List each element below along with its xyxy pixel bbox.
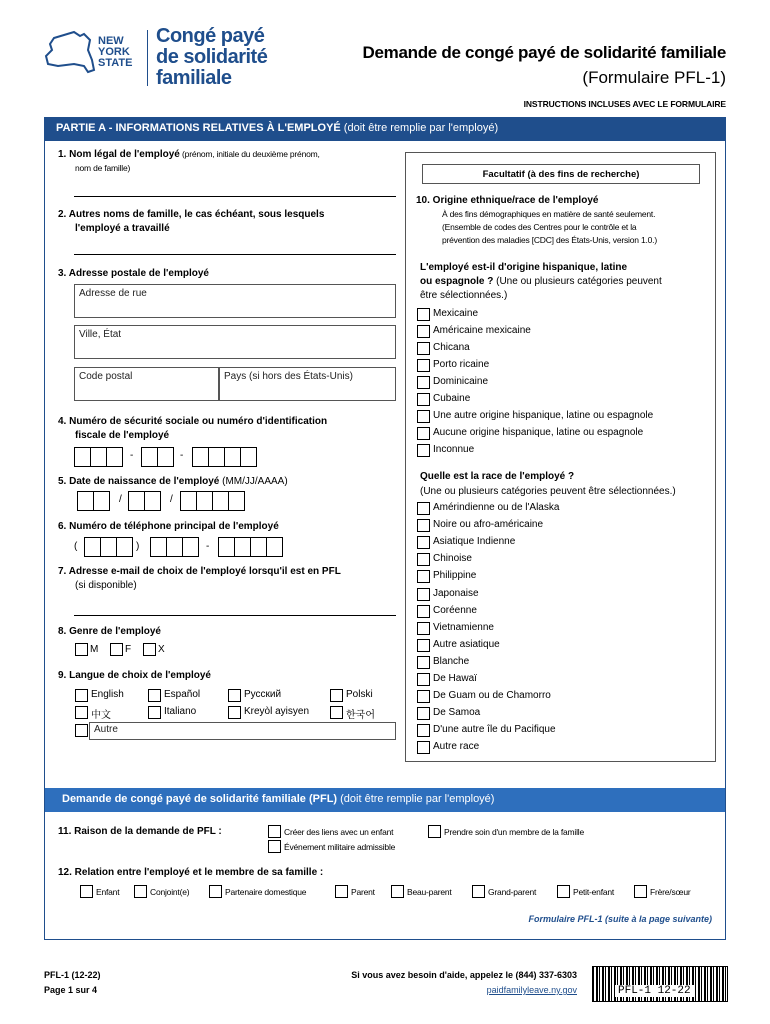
hispanic-question-note: (Une ou plusieurs catégories peuvent [493,276,662,287]
logo-program-name [156,26,267,89]
q1-note: (prénom, initiale du deuxième prénom, [179,149,320,159]
q5-label [58,476,288,487]
dob-slash: / [170,494,173,505]
gender-m-label: M [90,644,99,655]
race-option-label: Blanche [433,655,470,667]
hispanic-option-label: Inconnue [433,444,475,455]
lang-korean-label: 한국어 [346,710,375,721]
race-blanche-checkbox[interactable] [417,656,430,669]
q10-note-2: (Ensemble de codes des Centres pour le contrôle et la [442,222,637,232]
q1-label [58,149,320,160]
lang-creole-checkbox[interactable] [228,706,241,719]
lang-other-checkbox[interactable] [75,724,88,737]
phone-line[interactable] [218,537,282,557]
race-option-label: Philippine [433,570,477,582]
phone-paren-close: ) [136,541,140,552]
race-option-label: Amérindienne ou de l'Alaska [433,502,560,513]
zip-field[interactable]: Code postal [74,367,219,401]
race-amerindienne-ou-de-l-alaska-checkbox[interactable] [417,502,430,515]
race-option-label: Coréenne [433,604,477,616]
relation-option-label: Conjoint(e) [150,887,190,897]
q3-label: 3. Adresse postale de l'employé [58,268,209,279]
footer-form-id: PFL-1 (12-22) [44,970,101,980]
optional-title: Facultatif (à des fins de recherche) [482,169,640,180]
lang-polish-label: Polski [346,689,373,700]
race-de-guam-ou-de-chamorro-checkbox[interactable] [417,690,430,703]
q11-label: 11. Raison de la demande de PFL : [58,826,222,837]
relation-option-label: Enfant [96,887,120,897]
street-address-field[interactable]: Adresse de rue [74,284,396,318]
hispanic-option-label: Dominicaine [433,376,489,387]
q5-label-text: 5. Date de naissance de l'employé [58,476,220,487]
footer-help: Si vous avez besoin d'aide, appelez le (844) 337-6303 [351,970,577,980]
logo-divider [147,30,148,86]
relation-option-label: Frère/sœur [650,887,691,897]
hispanic-option-label: Mexicaine [433,308,479,319]
hispanic-chicana-checkbox[interactable] [417,342,430,355]
lang-russian-label: Русский [244,689,282,700]
race-autre-race-checkbox[interactable] [417,741,430,754]
q4-label-1: 4. Numéro de sécurité sociale ou numéro d'identification [58,416,328,427]
race-option-label: Vietnamienne [433,621,494,633]
race-philippine-checkbox[interactable] [417,570,430,583]
hispanic-question-1: L'employé est-il d'origine hispanique, latine [420,262,628,273]
pfl-heading-note: (doit être remplie par l'employé) [337,793,495,805]
race-option-label: Noire ou afro-américaine [433,519,544,531]
nys-map-icon [44,30,102,76]
relation-option-label: Beau-parent [407,887,452,897]
race-d-une-autre-ile-du-pacifique-checkbox[interactable] [417,724,430,737]
phone-area-code[interactable] [84,537,132,557]
reason-bond-checkbox[interactable] [268,825,281,838]
hispanic-option-label: Aucune origine hispanique, latine ou espagnole [433,427,644,438]
race-option-label: D'une autre île du Pacifique [433,724,556,736]
ssn-part-2[interactable] [141,447,173,467]
gender-f-label: F [125,644,132,655]
race-option-label: Autre asiatique [433,638,500,650]
gender-x-label: X [158,644,165,655]
hispanic-cubaine-checkbox[interactable] [417,393,430,406]
hispanic-porto-ricaine-checkbox[interactable] [417,359,430,372]
lang-english-checkbox[interactable] [75,689,88,702]
relation-beau-parent-checkbox[interactable] [391,885,404,898]
logo-program-line: Congé payé [156,25,265,47]
hispanic-dominicaine-checkbox[interactable] [417,376,430,389]
hispanic-option-label: Cubaine [433,393,471,404]
q10-note-1: À des fins démographiques en matière de santé seulement. [442,209,656,219]
relation-enfant-checkbox[interactable] [80,885,93,898]
relation-conjoint-e-checkbox[interactable] [134,885,147,898]
relation-option-label: Grand-parent [488,887,537,897]
hispanic-option-label: Une autre origine hispanique, latine ou espagnole [433,410,654,421]
race-question: Quelle est la race de l'employé ? [420,471,575,482]
phone-dash: - [206,541,210,552]
dob-slash: / [119,494,122,505]
lang-english-label: English [91,689,124,700]
dob-month[interactable] [77,491,109,511]
barcode [592,966,728,1002]
relation-grand-parent-checkbox[interactable] [472,885,485,898]
hispanic-question-bold: ou espagnole ? [420,276,494,287]
barcode-text: PFL-1 12-22 [615,985,694,997]
logo-program-line: familiale [156,67,232,89]
lang-other-field[interactable]: Autre [89,722,396,740]
relation-option-label: Parent [351,887,375,897]
hispanic-option-label: Américaine mexicaine [433,325,531,336]
instructions-note: INSTRUCTIONS INCLUSES AVEC LE FORMULAIRE [523,99,726,109]
hispanic-question-3: être sélectionnées.) [420,290,508,301]
q2-label-2: l'employé a travaillé [75,223,170,234]
lang-chinese-label: 中文 [91,710,111,721]
q7-label-2: (si disponible) [75,580,137,591]
hispanic-question-2 [420,276,662,287]
dob-year[interactable] [180,491,244,511]
race-noire-ou-afro-americaine-checkbox[interactable] [417,519,430,532]
continue-note: Formulaire PFL-1 (suite à la page suivante) [528,914,712,924]
race-option-label: Japonaise [433,587,479,599]
q4-label-2: fiscale de l'employé [75,430,170,441]
ssn-part-3[interactable] [192,447,256,467]
race-chinoise-checkbox[interactable] [417,553,430,566]
relation-partenaire-domestique-checkbox[interactable] [209,885,222,898]
lang-spanish-label: Español [164,689,201,700]
relation-petit-enfant-checkbox[interactable] [557,885,570,898]
q8-label: 8. Genre de l'employé [58,626,161,637]
optional-title-box [422,164,700,184]
reason-military-label: Événement militaire admissible [284,842,396,852]
lang-russian-checkbox[interactable] [228,689,241,702]
reason-care-checkbox[interactable] [428,825,441,838]
lang-spanish-checkbox[interactable] [148,689,161,702]
hispanic-mexicaine-checkbox[interactable] [417,308,430,321]
relation-option-label: Petit-enfant [573,887,615,897]
part-a-heading: PARTIE A - INFORMATIONS RELATIVES À L'EMPLOYÉ [56,122,341,134]
q5-format: (MM/JJ/AAAA) [219,476,288,487]
form-title: Demande de congé payé de solidarité familiale [362,43,726,62]
relation-parent-checkbox[interactable] [335,885,348,898]
hispanic-aucune-origine-hispanique-latine-ou-espagnole-checkbox[interactable] [417,427,430,440]
q1-label-text: 1. Nom légal de l'employé [58,149,180,160]
part-a-heading-bar [44,117,726,141]
phone-paren-open: ( [74,541,78,552]
reason-bond-label: Créer des liens avec un enfant [284,827,394,837]
lang-chinese-checkbox[interactable] [75,706,88,719]
race-option-label: De Guam ou de Chamorro [433,690,551,702]
hispanic-option-label: Chicana [433,342,470,353]
q10-label: 10. Origine ethnique/race de l'employé [416,195,599,206]
form-name: (Formulaire PFL-1) [582,68,726,87]
race-japonaise-checkbox[interactable] [417,588,430,601]
logo-state-line: NEW [98,35,124,47]
q10-note-3: prévention des maladies [CDC] des États-Unis, version 1.0.) [442,235,657,245]
q1-answer-line[interactable] [74,196,396,197]
pfl-heading-bar [45,788,725,812]
race-option-label: Asiatique Indienne [433,536,516,548]
race-option-label: De Samoa [433,707,481,719]
q7-label-1: 7. Adresse e-mail de choix de l'employé lorsqu'il est en PFL [58,566,341,577]
race-de-samoa-checkbox[interactable] [417,707,430,720]
logo-state-name [98,36,132,69]
race-asiatique-indienne-checkbox[interactable] [417,536,430,549]
race-option-label: De Hawaï [433,673,477,684]
phone-prefix[interactable] [150,537,198,557]
gender-m-checkbox[interactable] [75,643,88,656]
ssn-dash: - [180,450,184,461]
race-vietnamienne-checkbox[interactable] [417,622,430,635]
q9-label: 9. Langue de choix de l'employé [58,670,211,681]
reason-military-checkbox[interactable] [268,840,281,853]
hispanic-une-autre-origine-hispanique-latine-ou-espagnole-checkbox[interactable] [417,410,430,423]
ssn-dash: - [130,450,134,461]
race-option-label: Autre race [433,741,480,753]
reason-care-label: Prendre soin d'un membre de la famille [444,827,585,837]
city-state-field[interactable]: Ville, État [74,325,396,359]
q12-label: 12. Relation entre l'employé et le membre de sa famille : [58,867,324,878]
gender-f-checkbox[interactable] [110,643,123,656]
lang-italian-label: Italiano [164,706,197,717]
footer-url[interactable]: paidfamilyleave.ny.gov [486,985,577,995]
q2-answer-line[interactable] [74,254,396,255]
country-field[interactable]: Pays (si hors des États-Unis) [219,367,396,401]
relation-frere-s-ur-checkbox[interactable] [634,885,647,898]
hispanic-americaine-mexicaine-checkbox[interactable] [417,325,430,338]
race-note: (Une ou plusieurs catégories peuvent être sélectionnées.) [420,486,676,497]
footer-page: Page 1 sur 4 [44,985,98,995]
hispanic-option-label: Porto ricaine [433,359,490,370]
hispanic-inconnue-checkbox[interactable] [417,444,430,457]
race-de-hawai-checkbox[interactable] [417,673,430,686]
gender-x-checkbox[interactable] [143,643,156,656]
relation-option-label: Partenaire domestique [225,887,307,897]
pfl-heading: Demande de congé payé de solidarité familiale (PFL) [62,793,338,805]
logo-state-line: STATE [98,57,133,69]
race-coreenne-checkbox[interactable] [417,605,430,618]
lang-korean-checkbox[interactable] [330,706,343,719]
ssn-part-1[interactable] [74,447,122,467]
email-answer-line[interactable] [74,615,396,616]
q1-note-2: nom de famille) [75,163,131,173]
race-option-label: Chinoise [433,553,472,565]
logo-state-line: YORK [98,46,130,58]
lang-italian-checkbox[interactable] [148,706,161,719]
dob-day[interactable] [128,491,160,511]
lang-polish-checkbox[interactable] [330,689,343,702]
part-a-heading-note: (doit être remplie par l'employé) [340,122,499,134]
q6-label: 6. Numéro de téléphone principal de l'employé [58,521,279,532]
logo-program-line: de solidarité [156,46,268,68]
q2-label-1: 2. Autres noms de famille, le cas échéant, sous lesquels [58,209,325,220]
lang-creole-label: Kreyòl ayisyen [244,706,310,717]
race-autre-asiatique-checkbox[interactable] [417,639,430,652]
